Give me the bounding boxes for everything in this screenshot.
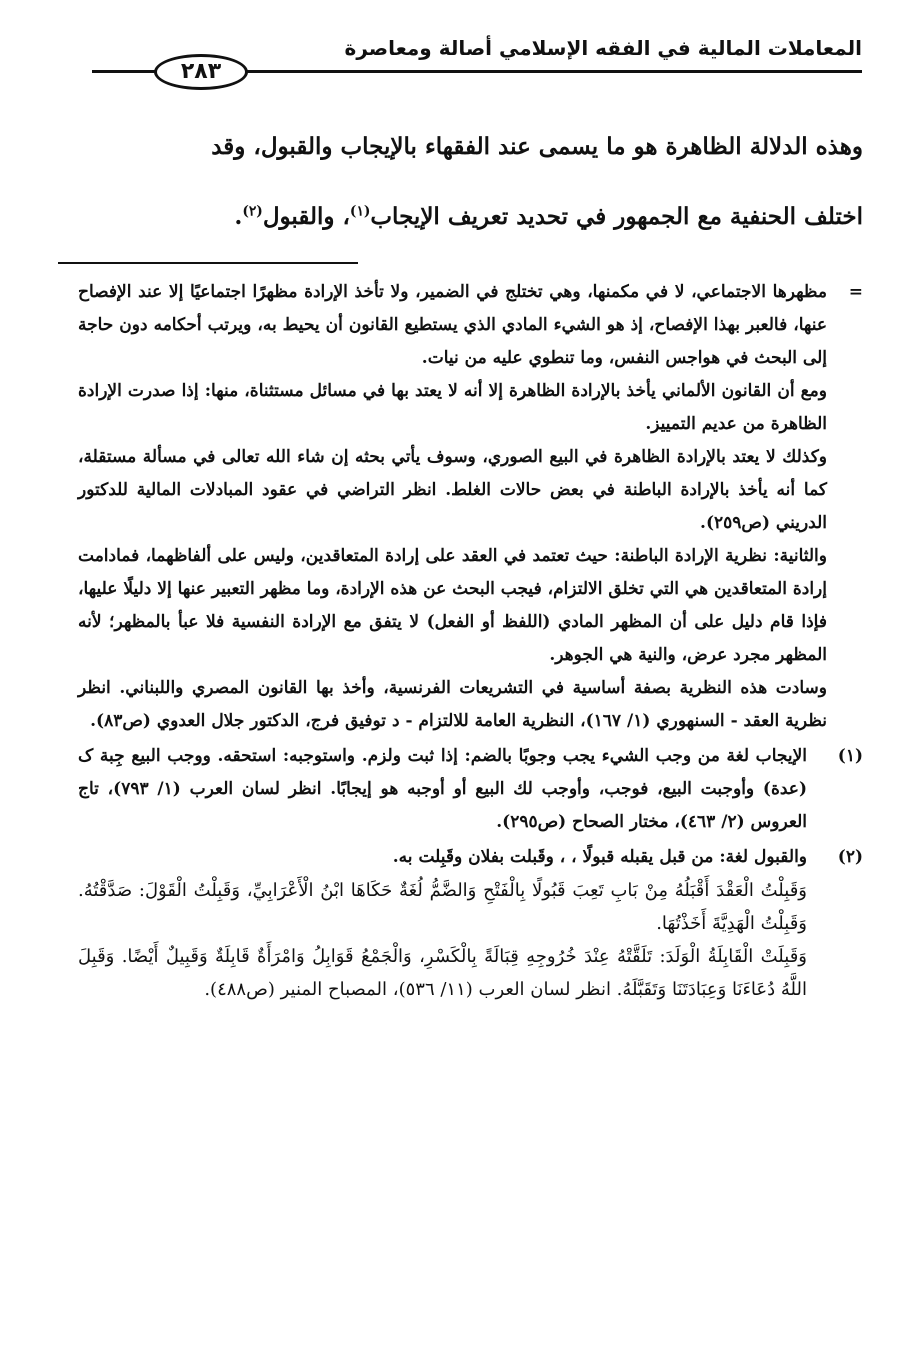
main-text-line-1: وهذه الدلالة الظاهرة هو ما يسمى عند الفقهاء بالإيجاب والقبول، وقد bbox=[211, 133, 863, 160]
footnote-ref-2[interactable]: (٢) bbox=[242, 203, 263, 220]
main-text bbox=[90, 112, 863, 252]
footnote-separator bbox=[58, 262, 358, 264]
footnotes-area bbox=[78, 276, 863, 1006]
footnote-paragraph: والثانية: نظرية الإرادة الباطنة: حيث تعتمد في العقد على إرادة المتعاقدين، وليس على ألفاظهما، فمادامت إرادة المتعاقدين هي التي تخلق الالتزام، فيجب البحث عن هذه الإرادة، وما مظهر التعبير عنها إلا دليلًا عليها، فإذا قام دليل على أن المظهر المادي (اللفظ أو الفعل) لا يتفق مع الإرادة النفسية فلا عبأ بالمظهر؛ لأنه المظهر مجرد عرض، والنية هي الجوهر. bbox=[78, 546, 827, 665]
footnote-number: (١) bbox=[837, 746, 863, 766]
main-text-line-2b: ، والقبول bbox=[262, 203, 350, 230]
footnote-2 bbox=[78, 841, 863, 1006]
footnote-quote: وَقَبِلْتُ الْعَقْدَ أَقْبَلُهُ مِنْ بَابِ تَعِبَ قَبُولًا بِالْفَتْحِ وَالضَّمُّ لُغَةٌ حَكَاهَا ابْنُ الْأَعْرَابِيِّ، وَقَبِلْتُ الْقَوْلَ: صَدَّقْتُهُ. وَقَبِلْتُ الْهَدِيَّةَ أَخَذْتُهَا. bbox=[78, 880, 807, 934]
page-number: ٢٨٣ bbox=[154, 54, 248, 90]
footnote-number: (٢) bbox=[837, 847, 863, 867]
running-title: المعاملات المالية في الفقه الإسلامي أصالة ومعاصرة bbox=[344, 36, 862, 60]
footnote-quote: وَقَبِلَتْ الْقَابِلَةُ الْوَلَدَ: تَلَقَّتْهُ عِنْدَ خُرُوجِهِ قِبَالَةً بِالْكَسْرِ، وَالْجَمْعُ قَوَابِلُ وَامْرَأَةٌ قَابِلَةٌ وَقَبِيلٌ أَيْضًا. وَقَبِلَ اللَّهُ دُعَاءَنَا وَعِبَادَتَنَا وَتَقَبَّلَهُ. انظر لسان العرب (١١/ ٥٣٦)، المصباح المنير (ص٤٨٨). bbox=[78, 946, 807, 1000]
continued-footnote bbox=[78, 276, 863, 738]
page-header bbox=[92, 30, 862, 90]
footnote-paragraph: ومع أن القانون الألماني يأخذ بالإرادة الظاهرة إلا أنه لا يعتد بها في مسائل مستثناة، منها: إذا صدرت الإرادة الظاهرة من عديم التمييز. bbox=[78, 381, 827, 434]
footnote-text: الإيجاب لغة من وجب الشيء يجب وجوبًا بالضم: إذا ثبت ولزم. واستوجبه: استحقه. ووجب البيع جِبة ک (عدة) وأوجبت البيع، فوجب، وأوجب لك البيع أو أوجبه هو إيجابًا. انظر لسان العرب (١/ ٧٩٣)، تاج العروس (٢/ ٤٦٣)، مختار الصحاح (ص٢٩٥). bbox=[78, 746, 807, 832]
main-text-line bbox=[90, 112, 863, 182]
footnote-paragraph: وكذلك لا يعتد بالإرادة الظاهرة في البيع الصوري، وسوف يأتي بحثه إن شاء الله تعالى في مسألة مستقلة، كما أنه يأخذ بالإرادة الباطنة في بعض حالات الغلط. انظر التراضي في عقود المبادلات المالية للدكتور الدريني (ص٢٥٩). bbox=[78, 447, 827, 533]
continuation-mark: = bbox=[848, 282, 863, 302]
main-text-line-2c: . bbox=[234, 203, 243, 230]
main-text-line-2a: اختلف الحنفية مع الجمهور في تحديد تعريف الإيجاب bbox=[370, 203, 863, 230]
footnote-paragraph: وسادت هذه النظرية بصفة أساسية في التشريعات الفرنسية، وأخذ بها القانون المصري واللبناني. انظر نظرية العقد - السنهوري (١/ ١٦٧)، النظرية العامة للالتزام - د توفيق فرج، الدكتور جلال العدوي (ص٨٣). bbox=[78, 678, 827, 731]
main-text-line bbox=[90, 182, 863, 252]
footnote-1 bbox=[78, 740, 863, 839]
footnote-text: والقبول لغة: من قبل يقبله قبولًا ، ، وقَبلت بفلان وقَبِلت به. bbox=[392, 847, 807, 867]
footnote-paragraph: مظهرها الاجتماعي، لا في مكمنها، وهي تختلج في الضمير، ولا تأخذ الإرادة مظهرًا اجتماعيًا إلا عند الإفصاح عنها، فالعبر بهذا الإفصاح، إذ هو الشيء المادي الذي يستطيع القانون أن يحيط به، ويرتب أحكامه دون حاجة إلى البحث في هواجس النفس، وما تنطوي عليه من نيات. bbox=[78, 282, 827, 368]
footnote-ref-1[interactable]: (١) bbox=[349, 203, 371, 220]
